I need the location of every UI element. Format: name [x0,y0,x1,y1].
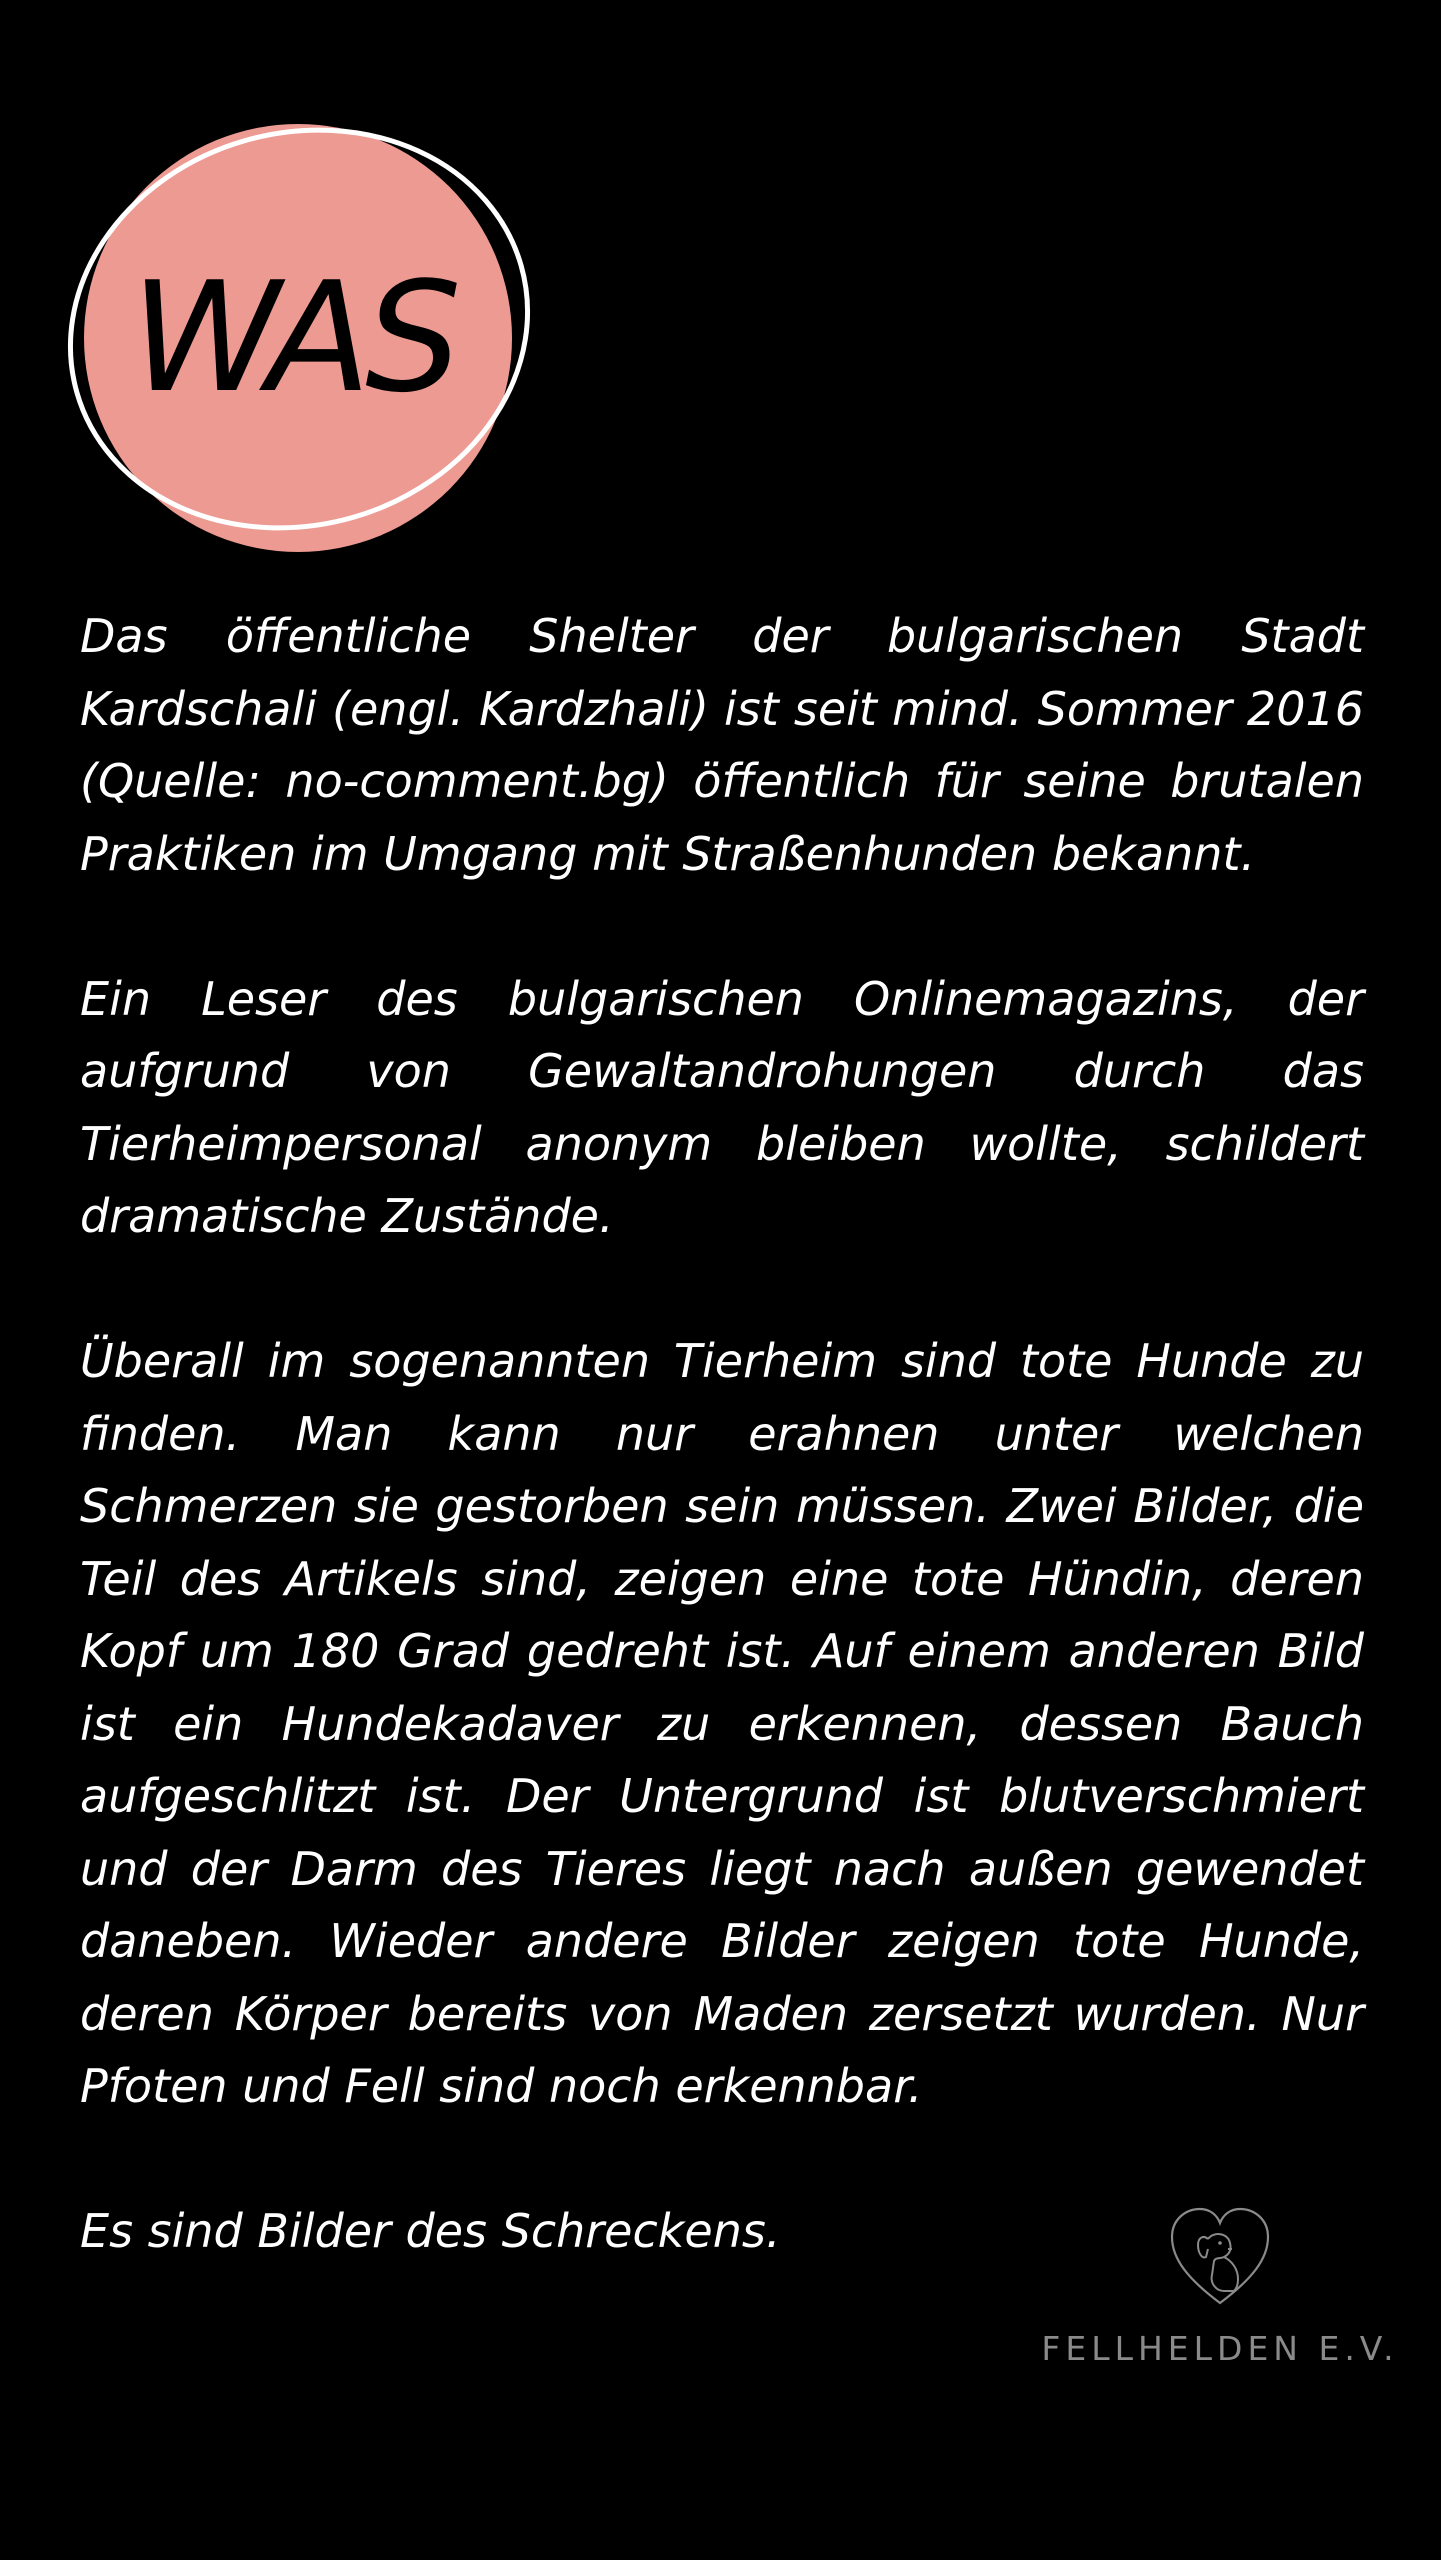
logo-text: FELLHELDEN E.V. [1041,2329,1399,2368]
article-body [80,600,1364,2268]
heart-dog-icon [1168,2205,1272,2309]
section-badge [62,118,542,558]
fellhelden-logo [1030,2205,1410,2368]
paragraph-intro: Das öffentliche Shelter der bulgarischen Stadt Kardschali (engl. Kardzhali) ist seit mind. Sommer 2016 (Quelle: no-comment.bg) öffentlich für seine brutalen Praktiken im Umgang mit Straßenhunden bekannt. [80,609,1364,881]
paragraph-reader: Ein Leser des bulgarischen Onlinemagazins, der aufgrund von Gewaltandrohungen durch das Tierheimpersonal anonym bleiben wollte, schildert dramatische Zustände. [80,971,1364,1243]
paragraph-details: Überall im sogenannten Tierheim sind tote Hunde zu finden. Man kann nur erahnen unter welchen Schmerzen sie gestorben sein müssen. Zwei Bilder, die Teil des Artikels sind, zeigen eine tote Hündin, deren Kopf um 180 Grad gedreht ist. Auf einem anderen Bild ist ein Hundekadaver zu erkennen, dessen Bauch aufgeschlitzt ist. Der Untergrund ist blutverschmiert und der Darm des Tieres liegt nach außen gewendet daneben. Wieder andere Bilder zeigen tote Hunde, deren Körper bereits von Maden zersetzt wurden. Nur Pfoten und Fell sind noch erkennbar. [80,1334,1364,2113]
paragraph-conclusion: Es sind Bilder des Schreckens. [80,2204,781,2258]
badge-title: WAS [130,249,456,426]
